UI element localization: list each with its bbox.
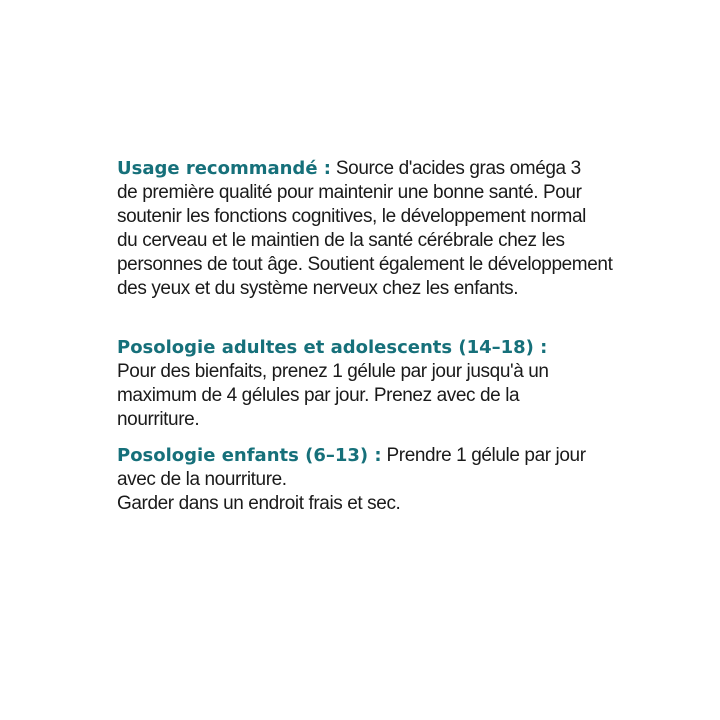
usage-heading: Usage recommandé : — [117, 158, 331, 179]
child-dosage-first-line — [117, 444, 637, 468]
usage-text-line: du cerveau et le maintien de la santé cérébrale chez les — [117, 230, 565, 251]
usage-text-line: soutenir les fonctions cognitives, le développement normal — [117, 206, 586, 227]
usage-section — [117, 157, 637, 301]
adult-dosage-heading: Posologie adultes et adolescents (14–18) : — [117, 337, 548, 358]
adult-dosage-section — [117, 336, 637, 432]
usage-text-line: de première qualité pour maintenir une bonne santé. Pour — [117, 182, 582, 203]
adult-dosage-text-line: nourriture. — [117, 409, 200, 430]
child-dosage-heading: Posologie enfants (6–13) : — [117, 445, 382, 466]
usage-text-line: Source d'acides gras oméga 3 — [335, 158, 581, 179]
usage-text-line: des yeux et du système nerveux chez les enfants. — [117, 278, 519, 299]
storage-instructions: Garder dans un endroit frais et sec. — [117, 493, 401, 514]
child-dosage-text-line: Prendre 1 gélule par jour — [386, 445, 586, 466]
child-dosage-text-line: avec de la nourriture. — [117, 469, 287, 490]
adult-dosage-text-line: Pour des bienfaits, prenez 1 gélule par jour jusqu'à un — [117, 361, 549, 382]
product-info — [117, 157, 637, 516]
usage-text-line: personnes de tout âge. Soutient également le développement — [117, 254, 613, 275]
adult-dosage-text-line: maximum de 4 gélules par jour. Prenez avec de la — [117, 385, 520, 406]
child-dosage-section — [117, 444, 637, 516]
usage-first-line — [117, 157, 637, 181]
